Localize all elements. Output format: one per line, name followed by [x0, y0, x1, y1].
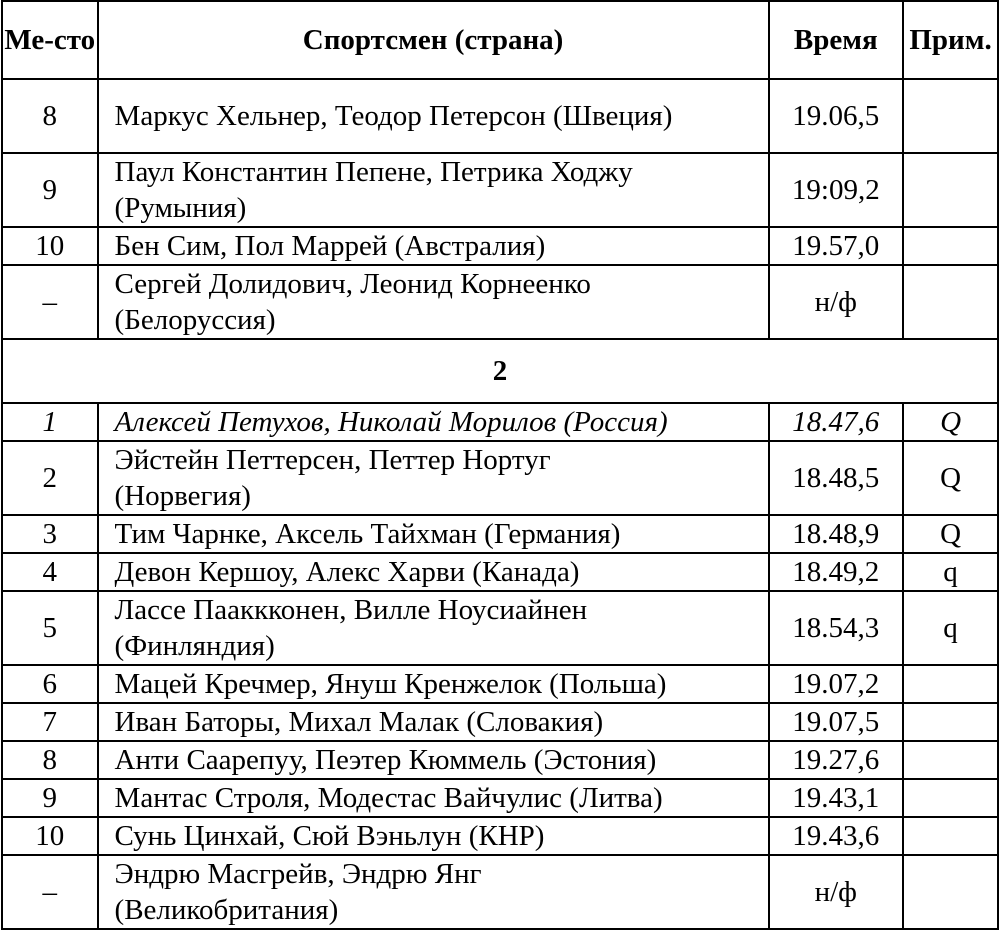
table-row: [2, 665, 998, 703]
place-cell: –: [2, 265, 98, 339]
time-cell: н/ф: [769, 855, 904, 929]
note-cell: [903, 779, 998, 817]
time-cell: 19.07,2: [769, 665, 904, 703]
time-cell: 19.43,1: [769, 779, 904, 817]
table-row: [2, 817, 998, 855]
time-cell: 19.27,6: [769, 741, 904, 779]
table-row: [2, 515, 998, 553]
note-cell: [903, 265, 998, 339]
place-cell: 9: [2, 153, 98, 227]
note-cell: Q: [903, 403, 998, 441]
time-cell: 18.48,9: [769, 515, 904, 553]
athlete-cell: Тим Чарнке, Аксель Тайхман (Германия): [98, 515, 769, 553]
time-cell: 19.07,5: [769, 703, 904, 741]
time-cell: 18.47,6: [769, 403, 904, 441]
header-row: [2, 1, 998, 79]
place-cell: 4: [2, 553, 98, 591]
note-cell: [903, 79, 998, 153]
table-row: [2, 855, 998, 929]
table-row: [2, 741, 998, 779]
athlete-cell: Маркус Хельнер, Теодор Петерсон (Швеция): [98, 79, 769, 153]
note-cell: [903, 703, 998, 741]
time-cell: 18.48,5: [769, 441, 904, 515]
athlete-cell: Паул Константин Пепене, Петрика Ходжу (Румыния): [98, 153, 769, 227]
header-athlete: Спортсмен (страна): [98, 1, 769, 79]
time-cell: 19:09,2: [769, 153, 904, 227]
time-cell: н/ф: [769, 265, 904, 339]
athlete-cell: Девон Кершоу, Алекс Харви (Канада): [98, 553, 769, 591]
table-row: [2, 265, 998, 339]
place-cell: 2: [2, 441, 98, 515]
time-cell: 19.06,5: [769, 79, 904, 153]
note-cell: [903, 817, 998, 855]
athlete-cell: Алексей Петухов, Николай Морилов (Россия): [98, 403, 769, 441]
athlete-cell: Бен Сим, Пол Маррей (Австралия): [98, 227, 769, 265]
table-row: [2, 703, 998, 741]
athlete-cell: Анти Саарепуу, Пеэтер Кюммель (Эстония): [98, 741, 769, 779]
table-row: [2, 591, 998, 665]
athlete-cell: Мацей Кречмер, Януш Кренжелок (Польша): [98, 665, 769, 703]
table-row: [2, 153, 998, 227]
table-row: [2, 441, 998, 515]
note-cell: q: [903, 553, 998, 591]
athlete-cell: Иван Баторы, Михал Малак (Словакия): [98, 703, 769, 741]
athlete-cell: Мантас Строля, Модестас Вайчулис (Литва): [98, 779, 769, 817]
athlete-cell: Эндрю Масгрейв, Эндрю Янг (Великобритания): [98, 855, 769, 929]
time-cell: 18.54,3: [769, 591, 904, 665]
place-cell: 3: [2, 515, 98, 553]
athlete-cell: Сунь Цинхай, Сюй Вэньлун (КНР): [98, 817, 769, 855]
note-cell: q: [903, 591, 998, 665]
results-table: [1, 0, 999, 930]
note-cell: [903, 855, 998, 929]
athlete-cell: Лассе Пааккконен, Вилле Ноусиайнен (Финляндия): [98, 591, 769, 665]
place-cell: 10: [2, 227, 98, 265]
place-cell: 6: [2, 665, 98, 703]
table-row: [2, 227, 998, 265]
place-cell: 5: [2, 591, 98, 665]
place-cell: 10: [2, 817, 98, 855]
time-cell: 18.49,2: [769, 553, 904, 591]
table-row: [2, 553, 998, 591]
note-cell: [903, 227, 998, 265]
header-place: Ме-сто: [2, 1, 98, 79]
place-cell: 7: [2, 703, 98, 741]
group-row: [2, 339, 998, 403]
athlete-cell: Эйстейн Петтерсен, Петтер Нортуг (Норвегия): [98, 441, 769, 515]
header-note: Прим.: [903, 1, 998, 79]
place-cell: 8: [2, 741, 98, 779]
place-cell: 1: [2, 403, 98, 441]
note-cell: [903, 665, 998, 703]
header-time: Время: [769, 1, 904, 79]
table-row: [2, 779, 998, 817]
time-cell: 19.43,6: [769, 817, 904, 855]
note-cell: Q: [903, 515, 998, 553]
athlete-cell: Сергей Долидович, Леонид Корнеенко (Белоруссия): [98, 265, 769, 339]
table-row: [2, 403, 998, 441]
note-cell: [903, 741, 998, 779]
place-cell: 9: [2, 779, 98, 817]
place-cell: 8: [2, 79, 98, 153]
place-cell: –: [2, 855, 98, 929]
time-cell: 19.57,0: [769, 227, 904, 265]
note-cell: Q: [903, 441, 998, 515]
group-label: 2: [2, 339, 998, 403]
note-cell: [903, 153, 998, 227]
table-row: [2, 79, 998, 153]
